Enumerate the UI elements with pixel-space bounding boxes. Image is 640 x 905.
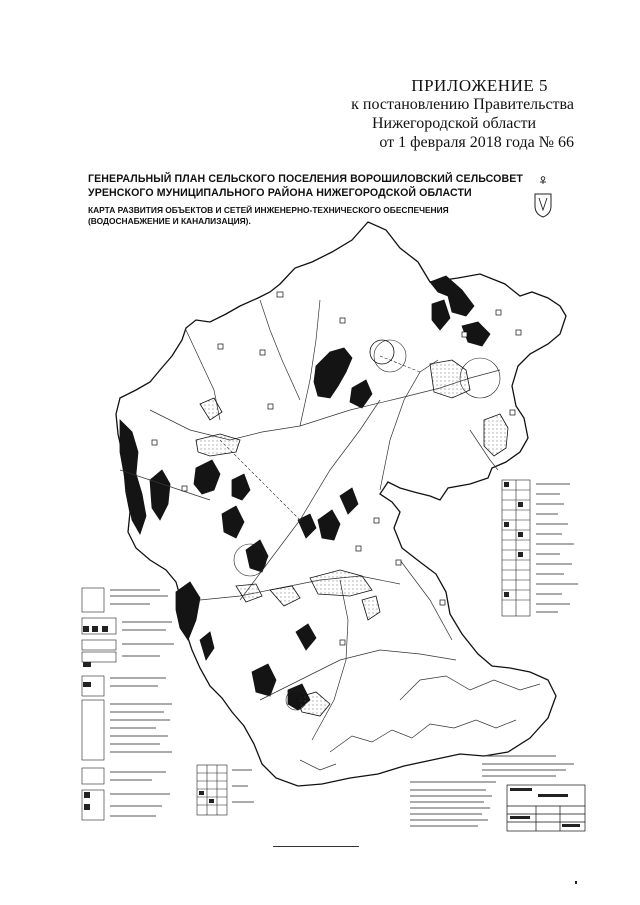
legend-left — [80, 578, 180, 824]
appendix-block — [244, 76, 574, 152]
appendix-title: ПРИЛОЖЕНИЕ 5 — [411, 76, 548, 95]
scan-mark — [575, 881, 577, 884]
legend-right — [500, 478, 590, 618]
appendix-date: от 1 февраля 2018 года № 66 — [379, 134, 574, 151]
appendix-resolution: к постановлению Правительства — [351, 96, 574, 113]
appendix-region: Нижегородской области — [371, 115, 536, 132]
bottom-rule — [273, 846, 359, 847]
map-subtitle-line-2: (ВОДОСНАБЖЕНИЕ И КАНАЛИЗАЦИЯ). — [88, 216, 251, 226]
district-boundary — [116, 222, 566, 786]
map-subtitle-line-1: КАРТА РАЗВИТИЯ ОБЪЕКТОВ И СЕТЕЙ ИНЖЕНЕРНО-ТЕХНИЧЕСКОГО ОБЕСПЕЧЕНИЯ — [88, 205, 449, 215]
title-block-stamp — [506, 784, 586, 832]
map-title-line-2: УРЕНСКОГО МУНИЦИПАЛЬНОГО РАЙОНА НИЖЕГОРОДСКОЙ ОБЛАСТИ — [88, 187, 472, 199]
map-title — [88, 172, 548, 200]
legend-table — [196, 764, 256, 816]
map-title-line-1: ГЕНЕРАЛЬНЫЙ ПЛАН СЕЛЬСКОГО ПОСЕЛЕНИЯ ВОРОШИЛОВСКИЙ СЕЛЬСОВЕТ — [88, 173, 523, 185]
coat-of-arms-icon — [532, 176, 554, 218]
